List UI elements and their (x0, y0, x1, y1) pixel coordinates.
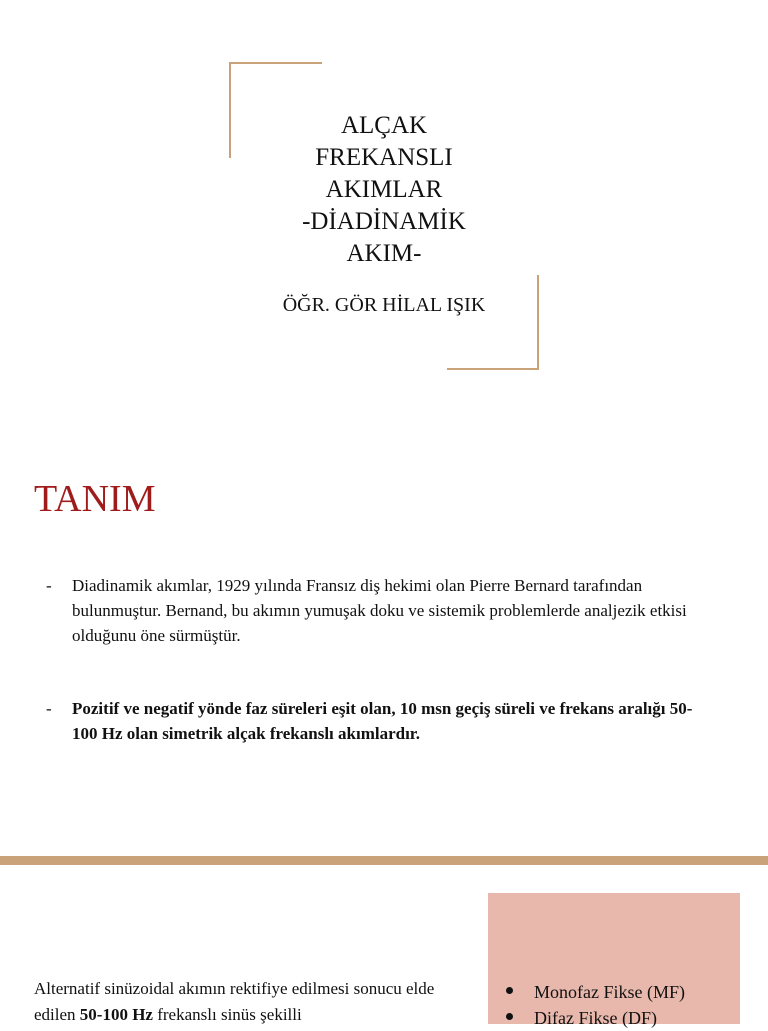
list-item (46, 573, 706, 653)
corner-decoration-top-left-vertical (229, 62, 231, 158)
bullet-dot-icon (506, 987, 513, 994)
author-name: ÖĞR. GÖR HİLAL IŞIK (282, 294, 486, 316)
corner-decoration-bottom-right-vertical (537, 275, 539, 370)
title-line: ALÇAK (340, 112, 428, 139)
title-line: -DİADİNAMİK (302, 208, 466, 235)
bullet-marker: - (46, 699, 52, 718)
paragraph-text: frekanslı sinüs şekilli (152, 1005, 302, 1024)
title-slide (0, 0, 768, 430)
bullet-dot-icon (506, 1013, 513, 1020)
title-line: FREKANSLI (315, 144, 453, 171)
list-item (46, 696, 706, 756)
paragraph-bold-text: 50-100 Hz (79, 1005, 153, 1024)
slide-title (234, 110, 534, 270)
title-line: AKIM- (346, 240, 422, 267)
title-line: AKIMLAR (325, 176, 443, 203)
slide-divider (0, 856, 768, 865)
corner-decoration-bottom-right (447, 368, 539, 370)
bullet-text: Diadinamik akımlar, 1929 yılında Fransız diş hekimi olan Pierre Bernard tarafından bulunmuştur. Bernand, bu akımın yumuşak doku ve sistemik problemlerde analjezik etkisi olduğunu öne sürmüştür. (72, 576, 687, 645)
list-item-label: Monofaz Fikse (MF) (534, 982, 685, 1002)
paragraph-text: Alternatif sinüzoidal akımın rektifiye edilmesi sonucu elde edilen (34, 979, 435, 1024)
corner-decoration-top-left (230, 62, 322, 64)
list-item (506, 979, 685, 1005)
list-item (506, 1005, 685, 1031)
section-heading: TANIM (34, 478, 156, 520)
current-types-list (506, 979, 685, 1031)
bullet-marker: - (46, 576, 52, 595)
definition-paragraph (34, 976, 454, 1028)
bullet-text: Pozitif ve negatif yönde faz süreleri eşit olan, 10 msn geçiş süreli ve frekans aralığı 50-100 Hz olan simetrik alçak frekanslı akımlardır. (72, 699, 693, 743)
list-item-label: Difaz Fikse (DF) (534, 1008, 657, 1028)
